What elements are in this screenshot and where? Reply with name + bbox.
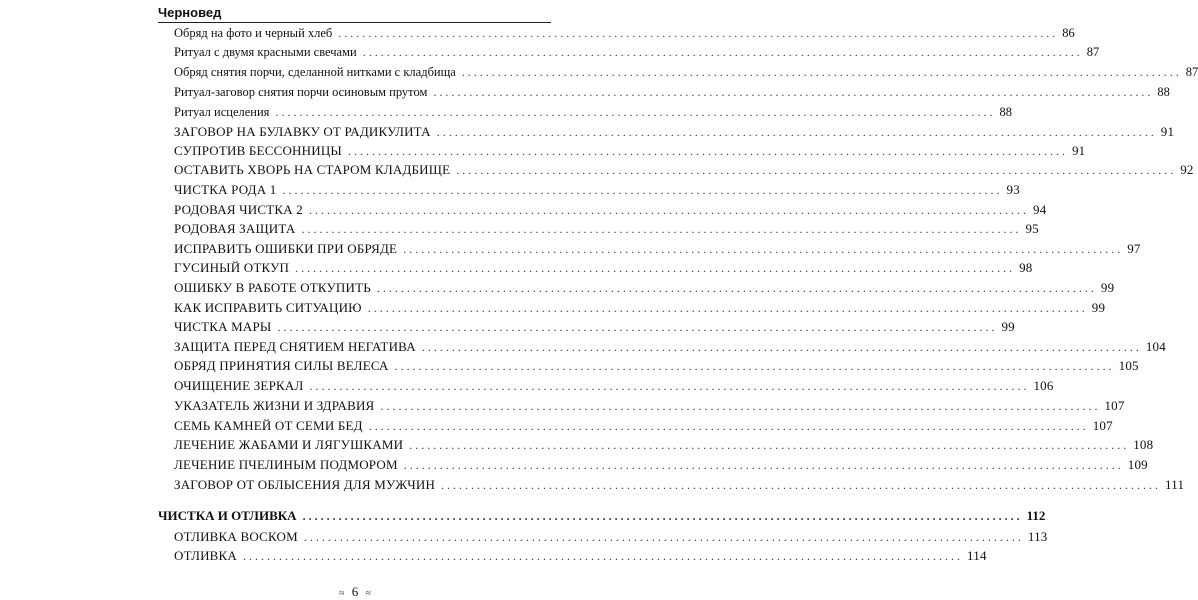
toc-entry-page: 87 — [1086, 45, 1100, 59]
toc-entry — [174, 143, 1086, 163]
toc-entry-page: 104 — [1145, 339, 1166, 354]
dot-leader: ........................................................................................................................ — [338, 26, 1059, 40]
toc-entry — [174, 300, 1106, 320]
toc-entry-page: 86 — [1062, 26, 1075, 40]
toc-entry-title: ЛЕЧЕНИЕ ПЧЕЛИНЫМ ПОДМОРОМ — [174, 457, 398, 472]
dot-leader: ........................................................................................................................ — [362, 45, 1083, 59]
toc-entry-page: 99 — [1001, 319, 1015, 334]
dot-leader: ........................................................................................................................ — [368, 419, 1089, 433]
toc-entry-page: 107 — [1104, 398, 1125, 413]
toc-entry-title: Обряд снятия порчи, сделанной нитками с кладбища — [174, 65, 456, 79]
toc-entry-page: 113 — [1027, 529, 1048, 544]
dot-leader: ........................................................................................................................ — [441, 478, 1162, 492]
toc-entry — [174, 65, 1198, 85]
toc-entry-page: 98 — [1019, 260, 1033, 275]
dot-leader: ........................................................................................................................ — [403, 458, 1124, 472]
dot-leader: ........................................................................................................................ — [380, 399, 1101, 413]
toc-entry-page: 109 — [1127, 457, 1148, 472]
dot-leader: ........................................................................................................................ — [295, 261, 1016, 275]
toc-entry-title: ИСПРАВИТЬ ОШИБКИ ПРИ ОБРЯДЕ — [174, 241, 398, 256]
dot-leader: ........................................................................................................................ — [367, 301, 1088, 315]
toc-entry — [174, 529, 1048, 549]
toc-entry-page: 97 — [1127, 241, 1141, 256]
dot-leader: ........................................................................................................................ — [282, 183, 1003, 197]
toc-entry — [174, 105, 1012, 125]
toc-entry-page: 91 — [1160, 124, 1175, 139]
dot-leader: ........................................................................................................................ — [309, 379, 1030, 393]
toc-entry-title: ОБРЯД ПРИНЯТИЯ СИЛЫ ВЕЛЕСА — [174, 358, 389, 373]
page-footer — [300, 584, 410, 600]
toc-entry-page: 91 — [1071, 143, 1086, 158]
toc-entry — [174, 378, 1054, 398]
toc-entry — [174, 162, 1194, 182]
dot-leader: ........................................................................................................................ — [461, 65, 1182, 79]
toc-entry-title: ОШИБКУ В РАБОТЕ ОТКУПИТЬ — [174, 280, 371, 295]
toc-entry-title: ОСТАВИТЬ ХВОРЬ НА СТАРОМ КЛАДБИЩЕ — [174, 162, 451, 177]
toc-entry-title: ЧИСТКА И ОТЛИВКА — [158, 508, 297, 523]
toc-entry — [174, 358, 1139, 378]
toc-entry — [174, 182, 1020, 202]
ornament-left-icon: ≈ — [339, 588, 345, 599]
toc-entry — [174, 339, 1166, 359]
toc-entry-page: 94 — [1033, 202, 1047, 217]
toc-entry-page: 87 — [1185, 65, 1198, 79]
toc-entry — [174, 221, 1039, 241]
toc-entry-page: 92 — [1180, 162, 1194, 177]
dot-leader: ........................................................................................................................ — [403, 242, 1124, 256]
toc-entry — [174, 202, 1047, 222]
toc-entry — [174, 26, 1075, 46]
dot-leader: ........................................................................................................................ — [275, 105, 996, 119]
dot-leader: ........................................................................................................................ — [243, 549, 964, 563]
dot-leader: ........................................................................................................................ — [347, 144, 1068, 158]
toc-entry — [174, 260, 1033, 280]
toc-entry-title: СУПРОТИВ БЕССОННИЦЫ — [174, 143, 342, 158]
page-number: 6 — [351, 584, 359, 599]
toc-entry — [174, 280, 1115, 300]
dot-leader: ........................................................................................................................ — [303, 530, 1024, 544]
toc-entry-page: 95 — [1025, 221, 1039, 236]
toc-entry-page: 107 — [1092, 418, 1113, 433]
toc-entry — [174, 319, 1015, 339]
toc-entry-page: 88 — [999, 105, 1012, 119]
toc-entry-title: Обряд на фото и черный хлеб — [174, 26, 333, 40]
ornament-right-icon: ≈ — [365, 588, 371, 599]
dot-leader: ........................................................................................................................ — [394, 359, 1115, 373]
toc-entry-title: РОДОВАЯ ЧИСТКА 2 — [174, 202, 304, 217]
toc-entry-page: 99 — [1091, 300, 1106, 315]
toc-entry — [174, 548, 987, 568]
toc-entry-title: РОДОВАЯ ЗАЩИТА — [174, 221, 296, 236]
toc-entry-title: ОТЛИВКА ВОСКОМ — [174, 529, 298, 544]
toc-entry-page: 111 — [1165, 477, 1185, 492]
toc-entry-title: ЗАЩИТА ПЕРЕД СНЯТИЕМ НЕГАТИВА — [174, 339, 416, 354]
toc-entry — [174, 45, 1100, 65]
toc-entry-title: ОТЛИВКА — [174, 548, 238, 563]
toc-entry-title: ОЧИЩЕНИЕ ЗЕРКАЛ — [174, 378, 304, 393]
header-divider — [158, 22, 551, 23]
book-title: Черновед — [158, 5, 222, 20]
dot-leader: ........................................................................................................................ — [309, 203, 1030, 217]
toc-entry — [174, 418, 1113, 438]
toc-entry-page: 93 — [1006, 182, 1020, 197]
toc-entry — [174, 85, 1170, 105]
toc-entry-page: 99 — [1100, 280, 1115, 295]
toc-entry-page: 105 — [1118, 358, 1139, 373]
toc-entry-title: УКАЗАТЕЛЬ ЖИЗНИ И ЗДРАВИЯ — [174, 398, 375, 413]
dot-leader: ........................................................................................................................ — [433, 85, 1154, 99]
toc-entry-page: 114 — [967, 548, 987, 563]
dot-leader: ........................................................................................................................ — [277, 320, 998, 334]
dot-leader: ........................................................................................................................ — [456, 163, 1177, 177]
dot-leader: ........................................................................................................................ — [436, 125, 1157, 139]
toc-entry — [174, 398, 1125, 418]
toc-entry-title: СЕМЬ КАМНЕЙ ОТ СЕМИ БЕД — [174, 418, 363, 433]
toc-entry-title: ГУСИНЫЙ ОТКУП — [174, 260, 290, 275]
dot-leader: ........................................................................................................................ — [302, 509, 1023, 523]
toc-entry-title: ЧИСТКА МАРЫ — [174, 319, 272, 334]
toc-entry — [174, 457, 1148, 477]
toc-entry — [174, 124, 1175, 144]
toc-entry-title: КАК ИСПРАВИТЬ СИТУАЦИЮ — [174, 300, 362, 315]
dot-leader: ........................................................................................................................ — [421, 340, 1142, 354]
toc-entry-title: ЧИСТКА РОДА 1 — [174, 182, 277, 197]
toc-entry-page: 108 — [1133, 437, 1154, 452]
toc-entry-page: 112 — [1026, 508, 1046, 523]
dot-leader: ........................................................................................................................ — [409, 438, 1130, 452]
toc-entry-title: ЗАГОВОР НА БУЛАВКУ ОТ РАДИКУЛИТА — [174, 124, 431, 139]
toc-entry-page: 106 — [1033, 378, 1054, 393]
toc-entry-title: ЗАГОВОР ОТ ОБЛЫСЕНИЯ ДЛЯ МУЖЧИН — [174, 477, 436, 492]
dot-leader: ........................................................................................................................ — [301, 222, 1022, 236]
toc-entry-title: Ритуал-заговор снятия порчи осиновым прутом — [174, 85, 428, 99]
toc-entry-title: Ритуал исцеления — [174, 105, 270, 119]
toc-entry — [174, 241, 1141, 261]
toc-section-entry — [158, 508, 1046, 528]
toc-entry-title: ЛЕЧЕНИЕ ЖАБАМИ И ЛЯГУШКАМИ — [174, 437, 404, 452]
toc-entry — [174, 477, 1185, 497]
toc-entry — [174, 437, 1154, 457]
toc-entry-title: Ритуал с двумя красными свечами — [174, 45, 357, 59]
toc-entry-page: 88 — [1157, 85, 1170, 99]
dot-leader: ........................................................................................................................ — [376, 281, 1097, 295]
